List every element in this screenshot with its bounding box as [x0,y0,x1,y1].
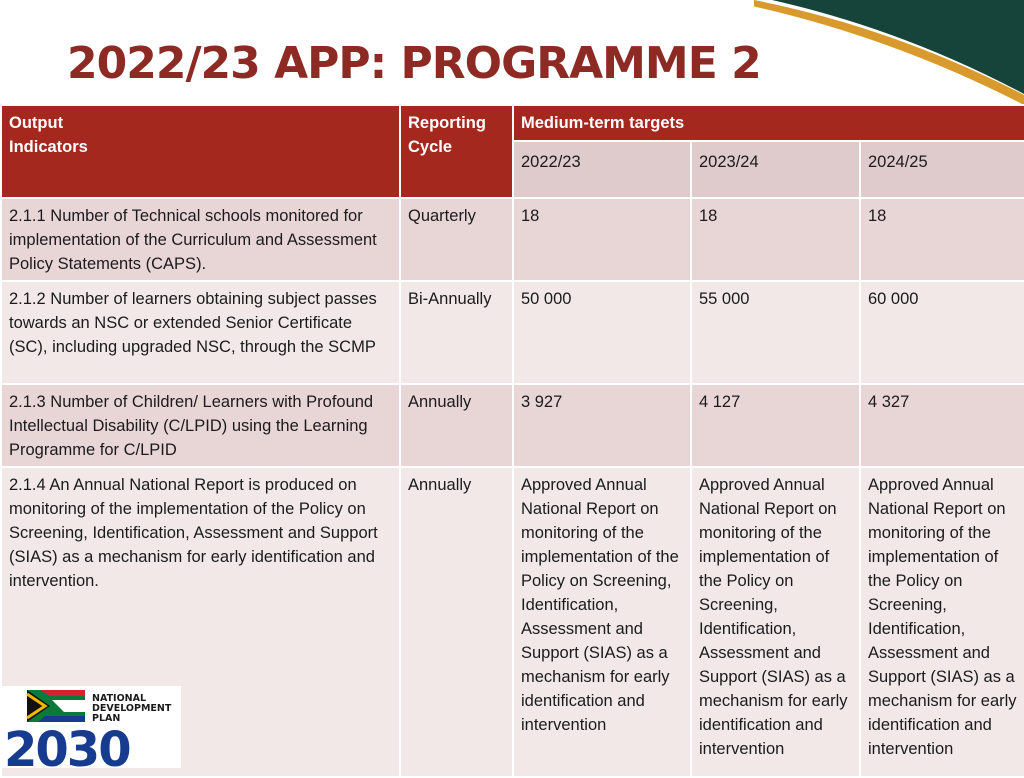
slide-title: 2022/23 APP: PROGRAMME 2 [67,38,761,89]
table-row [1,198,1024,281]
target-cell: 50 000 [513,281,691,384]
target-cell: 18 [860,198,1024,281]
target-cell: Approved Annual National Report on monitoring of the implementation of the Policy on Screening, Identification, Assessment and Support (SIAS) as a mechanism for early identification and intervention [513,467,691,777]
logo-line-3: PLAN [92,713,121,724]
indicator-cell: 2.1.3 Number of Children/ Learners with Profound Intellectual Disability (C/LPID) using the Learning Programme for C/LPID [1,384,400,467]
header-reporting-cycle [400,105,513,198]
indicator-cell: 2.1.4 An Annual National Report is produced on monitoring of the implementation of the Policy on Screening, Identification, Assessment and Support (SIAS) as a mechanism for early identification and intervention. [1,467,400,777]
logo-line-2: DEVELOPMENT [92,703,172,714]
target-cell: Approved Annual National Report on monitoring of the implementation of the Policy on Screening, Identification, Assessment and Support (SIAS) as a mechanism for early identification and intervention [691,467,860,777]
cycle-cell: Quarterly [400,198,513,281]
target-cell: Approved Annual National Report on monitoring of the implementation of the Policy on Screening, Identification, Assessment and Support (SIAS) as a mechanism for early identification and intervention [860,467,1024,777]
target-cell: 60 000 [860,281,1024,384]
programme-table [0,104,1024,778]
header-medium-term-targets: Medium-term targets [513,105,1024,141]
flag-icon [27,690,85,722]
header-year-2024-25: 2024/25 [860,141,1024,198]
target-cell: 55 000 [691,281,860,384]
target-cell: 4 327 [860,384,1024,467]
indicator-cell: 2.1.2 Number of learners obtaining subject passes towards an NSC or extended Senior Certificate (SC), including upgraded NSC, through the SCMP [1,281,400,384]
header-year-2023-24: 2023/24 [691,141,860,198]
header-reporting-label: Reporting [408,114,486,132]
target-cell: 4 127 [691,384,860,467]
cycle-cell: Annually [400,384,513,467]
target-cell: 18 [513,198,691,281]
header-output-indicators [1,105,400,198]
header-output-label: Output [9,114,64,132]
cycle-cell: Annually [400,467,513,777]
indicator-cell: 2.1.1 Number of Technical schools monitored for implementation of the Curriculum and Assessment Policy Statements (CAPS). [1,198,400,281]
header-indicators-label: Indicators [9,138,88,156]
logo-year: 2030 [4,722,130,768]
cycle-cell: Bi-Annually [400,281,513,384]
header-cycle-label: Cycle [408,138,453,156]
ndp-2030-logo [0,686,181,768]
table-row [1,281,1024,384]
target-cell: 18 [691,198,860,281]
logo-line-1: NATIONAL [92,693,147,704]
target-cell: 3 927 [513,384,691,467]
table-row [1,384,1024,467]
header-year-2022-23: 2022/23 [513,141,691,198]
corner-decoration [754,0,1024,105]
